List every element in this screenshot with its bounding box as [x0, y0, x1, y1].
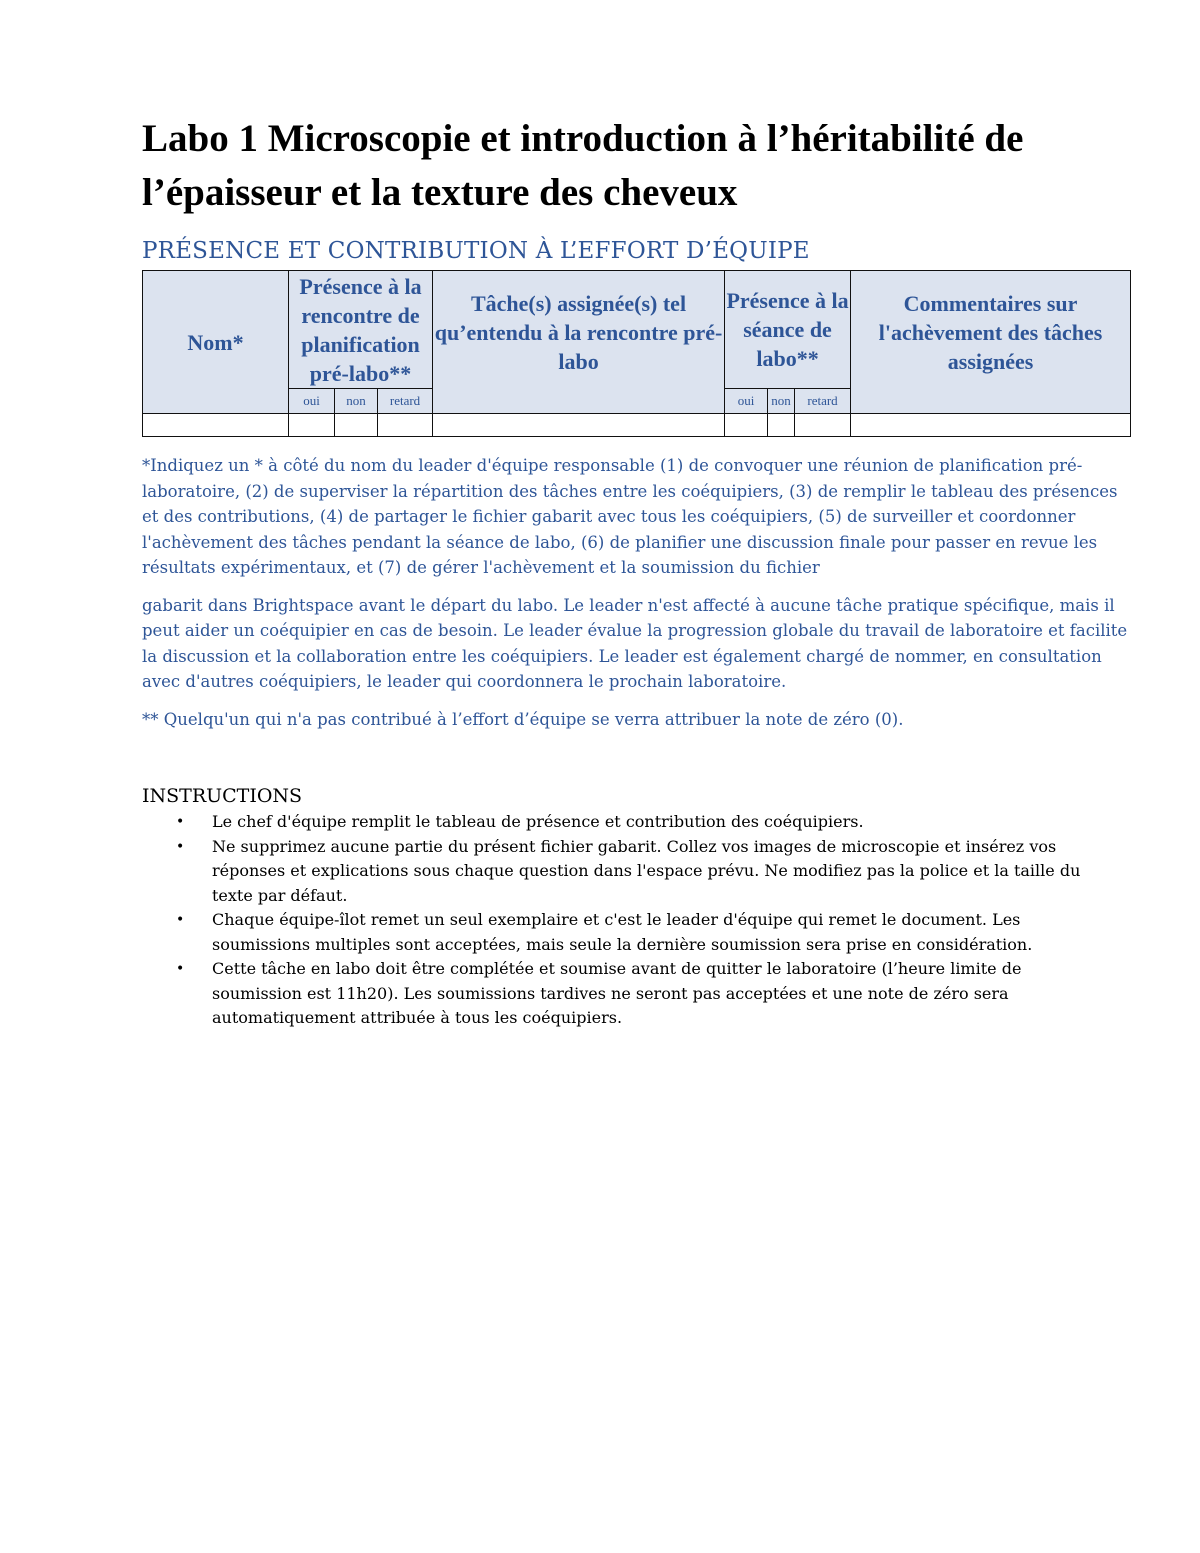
list-item: • Le chef d'équipe remplit le tableau de présence et contribution des coéquipiers.	[212, 810, 1092, 835]
cell-taches[interactable]	[433, 414, 725, 437]
leader-note-part1: *Indiquez un * à côté du nom du leader d'équipe responsable (1) de convoquer une réunion de planification pré-laboratoire, (2) de superviser la répartition des tâches entre les coéquipiers, (3) de remplir le tableau des présences et des contributions, (4) de partager le fichier gabarit avec tous les coéquipiers, (5) de surveiller et coordonner l'achèvement des tâches pendant la séance de labo, (6) de planifier une discussion finale pour passer en revue les résultats expérimentaux, et (7) de gérer l'achèvement et la soumission du fichier	[142, 456, 1118, 577]
attendance-table	[142, 270, 1131, 437]
sub-labo-retard: retard	[795, 389, 851, 414]
header-nom: Nom*	[143, 271, 289, 414]
instructions-list	[142, 810, 1132, 1031]
instructions-title: INSTRUCTIONS	[142, 785, 303, 807]
table-row	[143, 414, 1131, 437]
cell-planif-retard[interactable]	[378, 414, 433, 437]
sub-planif-oui: oui	[289, 389, 335, 414]
header-commentaires: Commentaires sur l'achèvement des tâches assignées	[851, 271, 1131, 414]
list-item: • Ne supprimez aucune partie du présent fichier gabarit. Collez vos images de microscopie et insérez vos réponses et explications sous chaque question dans l'espace prévu. Ne modifiez pas la police et la taille du texte par défaut.	[176, 836, 1081, 905]
bullet-icon: •	[176, 961, 185, 977]
header-presence-labo: Présence à la séance de labo**	[725, 271, 851, 389]
header-presence-planification: Présence à la rencontre de planification pré-labo**	[289, 271, 433, 389]
document-page	[142, 112, 1132, 1031]
cell-labo-oui[interactable]	[725, 414, 768, 437]
bullet-icon: •	[176, 838, 185, 855]
cell-planif-oui[interactable]	[289, 414, 335, 437]
cell-nom[interactable]	[143, 414, 289, 437]
leader-note-part2: gabarit dans Brightspace avant le départ du labo. Le leader n'est affecté à aucune tâche pratique spécifique, mais il peut aider un coéquipier en cas de besoin. Le leader évalue la progression globale du travail de laboratoire et facilite la discussion et la collaboration entre les coéquipiers. Le leader est également chargé de nommer, en consultation avec d'autres coéquipiers, le leader qui coordonnera le prochain laboratoire.	[142, 595, 1128, 691]
sub-labo-oui: oui	[725, 389, 768, 414]
sub-planif-non: non	[335, 389, 378, 414]
cell-planif-non[interactable]	[335, 414, 378, 437]
bullet-icon: •	[176, 814, 185, 830]
section-title: PRÉSENCE ET CONTRIBUTION À L’EFFORT D’ÉQUIPE	[142, 238, 810, 264]
document-title: Labo 1 Microscopie et introduction à l’héritabilité de l’épaisseur et la texture des cheveux	[142, 117, 1024, 214]
bullet-icon: •	[176, 912, 185, 928]
list-item: • Cette tâche en labo doit être complétée et soumise avant de quitter le laboratoire (l’heure limite de soumission est 11h20). Les soumissions tardives ne seront pas acceptées et une note de zéro sera automatiquement attribuée à tous les coéquipiers.	[176, 959, 1022, 1027]
cell-labo-retard[interactable]	[795, 414, 851, 437]
list-item: • Chaque équipe-îlot remet un seul exemplaire et c'est le leader d'équipe qui remet le document. Les soumissions multiples sont acceptées, mais seule la dernière soumission sera prise en considération.	[176, 910, 1033, 954]
cell-commentaires[interactable]	[851, 414, 1131, 437]
zero-note: ** Quelqu'un qui n'a pas contribué à l’effort d’équipe se verra attribuer la note de zéro (0).	[142, 709, 904, 729]
sub-labo-non: non	[768, 389, 795, 414]
header-taches: Tâche(s) assignée(s) tel qu’entendu à la rencontre pré-labo	[433, 271, 725, 414]
cell-labo-non[interactable]	[768, 414, 795, 437]
sub-planif-retard: retard	[378, 389, 433, 414]
